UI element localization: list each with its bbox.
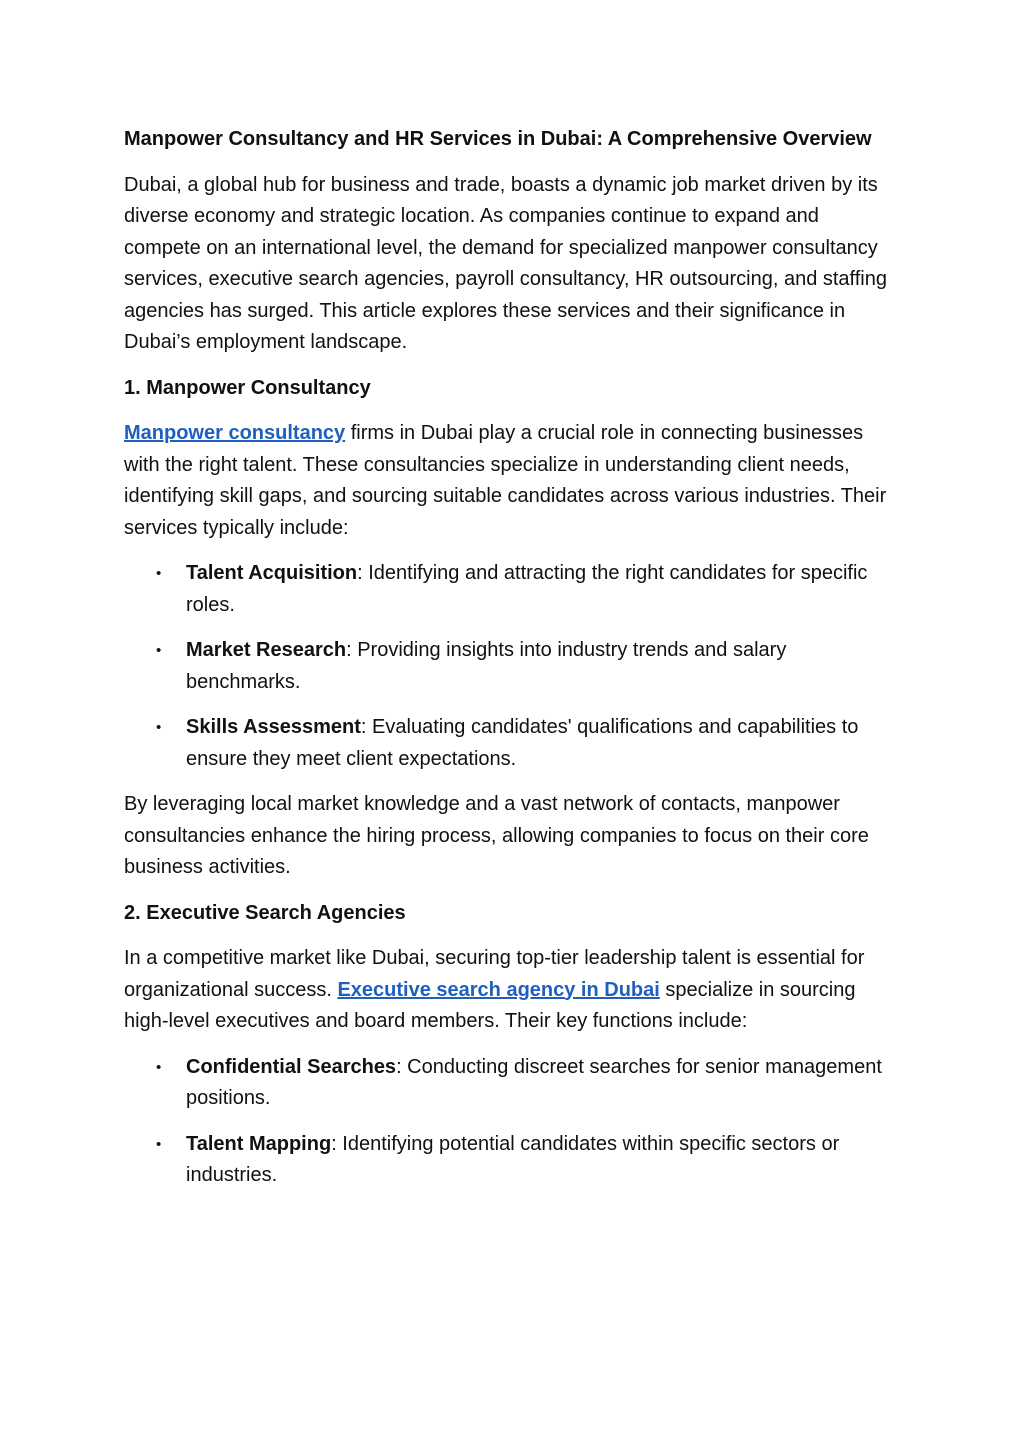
list-item <box>156 712 899 775</box>
manpower-services-list <box>124 558 899 775</box>
executive-functions-list <box>124 1052 899 1192</box>
bullet-icon: • <box>156 719 162 736</box>
article-title: Manpower Consultancy and HR Services in Dubai: A Comprehensive Overview <box>124 128 872 150</box>
bullet-icon: • <box>156 1058 162 1076</box>
list-item-text: : Evaluating candidates' qualifications and capabilities to ensure they meet client expectations. <box>186 716 859 770</box>
bullet-icon: • <box>156 565 162 582</box>
list-item-term: Confidential Searches <box>186 1055 397 1078</box>
list-item-text: : Identifying and attracting the right candidates for specific roles. <box>186 562 868 616</box>
list-item-term: Talent Mapping <box>186 1132 332 1155</box>
executive-search-link[interactable]: Executive search agency in Dubai <box>337 978 660 1001</box>
manpower-closing-paragraph: By leveraging local market knowledge and a vast network of contacts, manpower consultancies enhance the hiring process, allowing companies to focus on their core business activities. <box>124 793 869 878</box>
list-item <box>156 635 899 698</box>
list-item-text: : Identifying potential candidates within specific sectors or industries. <box>186 1132 840 1186</box>
list-item-text: : Conducting discreet searches for senior management positions. <box>186 1055 882 1109</box>
intro-paragraph: Dubai, a global hub for business and trade, boasts a dynamic job market driven by its diverse economy and strategic location. As companies continue to expand and compete on an international level, the demand for specialized manpower consultancy services, executive search agencies, payroll consultancy, HR outsourcing, and staffing agencies has surged. This article explores these services and their significance in Dubai’s employment landscape. <box>124 173 887 353</box>
executive-search-text-after: specialize in sourcing high-level executives and board members. Their key functions include: <box>124 978 856 1032</box>
bullet-icon: • <box>156 1135 162 1153</box>
list-item <box>156 1129 899 1192</box>
section-heading-manpower-consultancy: 1. Manpower Consultancy <box>124 376 371 399</box>
list-item <box>156 1052 899 1115</box>
executive-search-text-before: In a competitive market like Dubai, securing top-tier leadership talent is essential for organizational success. <box>124 947 865 1001</box>
executive-search-paragraph <box>124 943 899 1038</box>
list-item-term: Market Research <box>186 639 347 661</box>
bullet-icon: • <box>156 642 162 659</box>
manpower-consultancy-link[interactable]: Manpower consultancy <box>124 422 346 444</box>
list-item-term: Talent Acquisition <box>186 562 358 584</box>
document-page <box>124 124 899 1206</box>
list-item-term: Skills Assessment <box>186 716 361 738</box>
manpower-consultancy-paragraph <box>124 418 899 544</box>
manpower-consultancy-text: firms in Dubai play a crucial role in connecting businesses with the right talent. These consultancies specialize in understanding client needs, identifying skill gaps, and sourcing suitable candidates across various industries. Their services typically include: <box>124 422 887 539</box>
list-item <box>156 558 899 621</box>
list-item-text: : Providing insights into industry trends and salary benchmarks. <box>186 639 787 693</box>
section-heading-executive-search: 2. Executive Search Agencies <box>124 901 406 924</box>
